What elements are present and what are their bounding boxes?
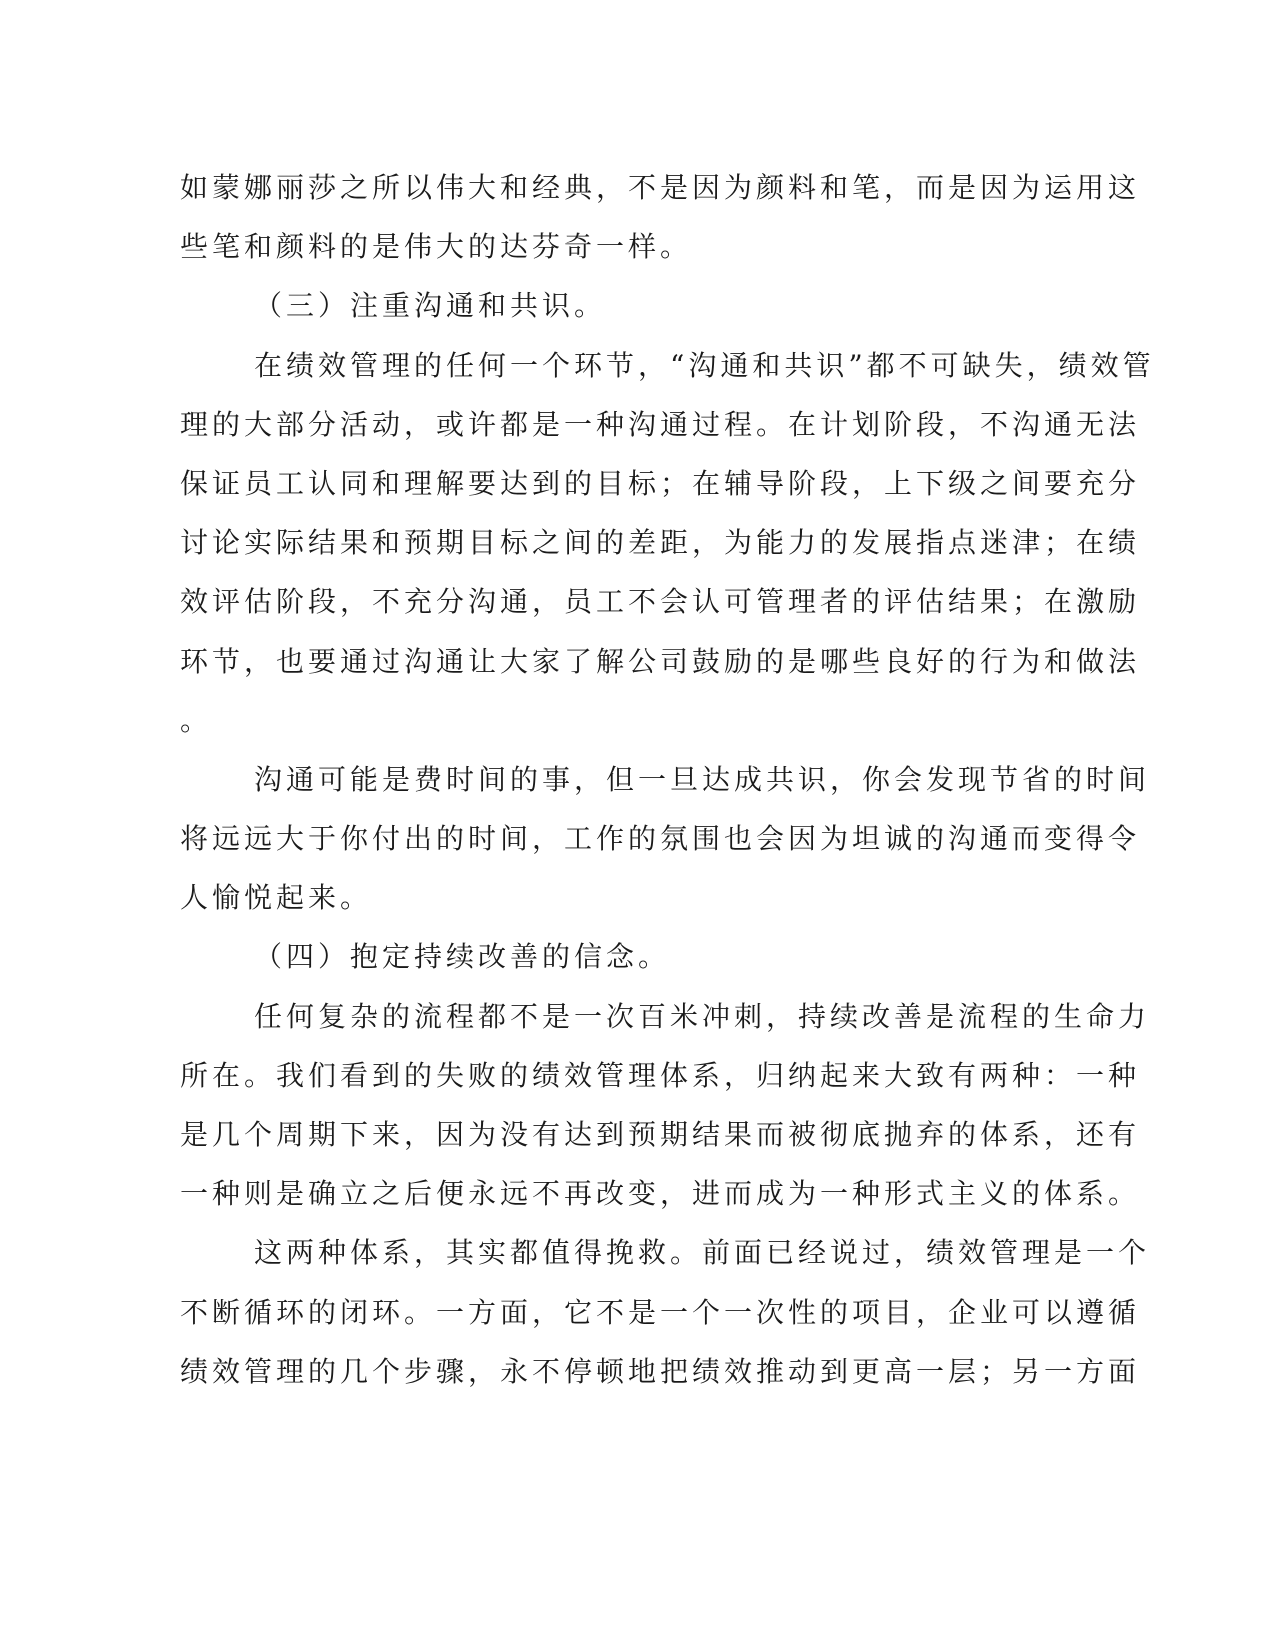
text-line-10: 。 (180, 703, 213, 737)
text-line-12: 将远远大于你付出的时间，工作的氛围也会因为坦诚的沟通而变得令 (180, 822, 1141, 856)
text-line-8: 效评估阶段，不充分沟通，员工不会认可管理者的评估结果；在激励 (180, 585, 1141, 619)
text-line-20: 不断循环的闭环。一方面，它不是一个一次性的项目，企业可以遵循 (180, 1295, 1141, 1329)
text-line-6: 保证员工认同和理解要达到的目标；在辅导阶段，上下级之间要充分 (180, 466, 1141, 500)
text-line-1: 如蒙娜丽莎之所以伟大和经典，不是因为颜料和笔，而是因为运用这 (180, 171, 1141, 204)
text-line-21: 绩效管理的几个步骤，永不停顿地把绩效推动到更高一层；另一方面 (180, 1354, 1141, 1388)
text-line-13: 人愉悦起来。 (180, 881, 373, 915)
text-line-17: 是几个周期下来，因为没有达到预期结果而被彻底抛弃的体系，还有 (180, 1118, 1141, 1151)
body-text (180, 158, 1155, 1401)
text-line-9: 环节，也要通过沟通让大家了解公司鼓励的是哪些良好的行为和做法 (180, 644, 1141, 678)
text-line-4: 在绩效管理的任何一个环节，“沟通和共识”都不可缺失，绩效管 (254, 348, 1155, 382)
text-line-16: 所在。我们看到的失败的绩效管理体系，归纳起来大致有两种：一种 (180, 1058, 1141, 1092)
section-heading-3: （三）注重沟通和共识。 (254, 289, 607, 323)
text-line-2: 些笔和颜料的是伟大的达芬奇一样。 (180, 230, 693, 264)
text-line-5: 理的大部分活动，或许都是一种沟通过程。在计划阶段，不沟通无法 (180, 407, 1141, 441)
text-line-15: 任何复杂的流程都不是一次百米冲刺，持续改善是流程的生命力 (254, 999, 1151, 1033)
text-line-7: 讨论实际结果和预期目标之间的差距，为能力的发展指点迷津；在绩 (180, 526, 1141, 560)
text-line-19: 这两种体系，其实都值得挽救。前面已经说过，绩效管理是一个 (254, 1236, 1151, 1270)
section-heading-4: （四）抱定持续改善的信念。 (254, 940, 671, 974)
text-line-11: 沟通可能是费时间的事，但一旦达成共识，你会发现节省的时间 (254, 762, 1151, 796)
text-line-18: 一种则是确立之后便永远不再改变，进而成为一种形式主义的体系。 (180, 1177, 1141, 1211)
